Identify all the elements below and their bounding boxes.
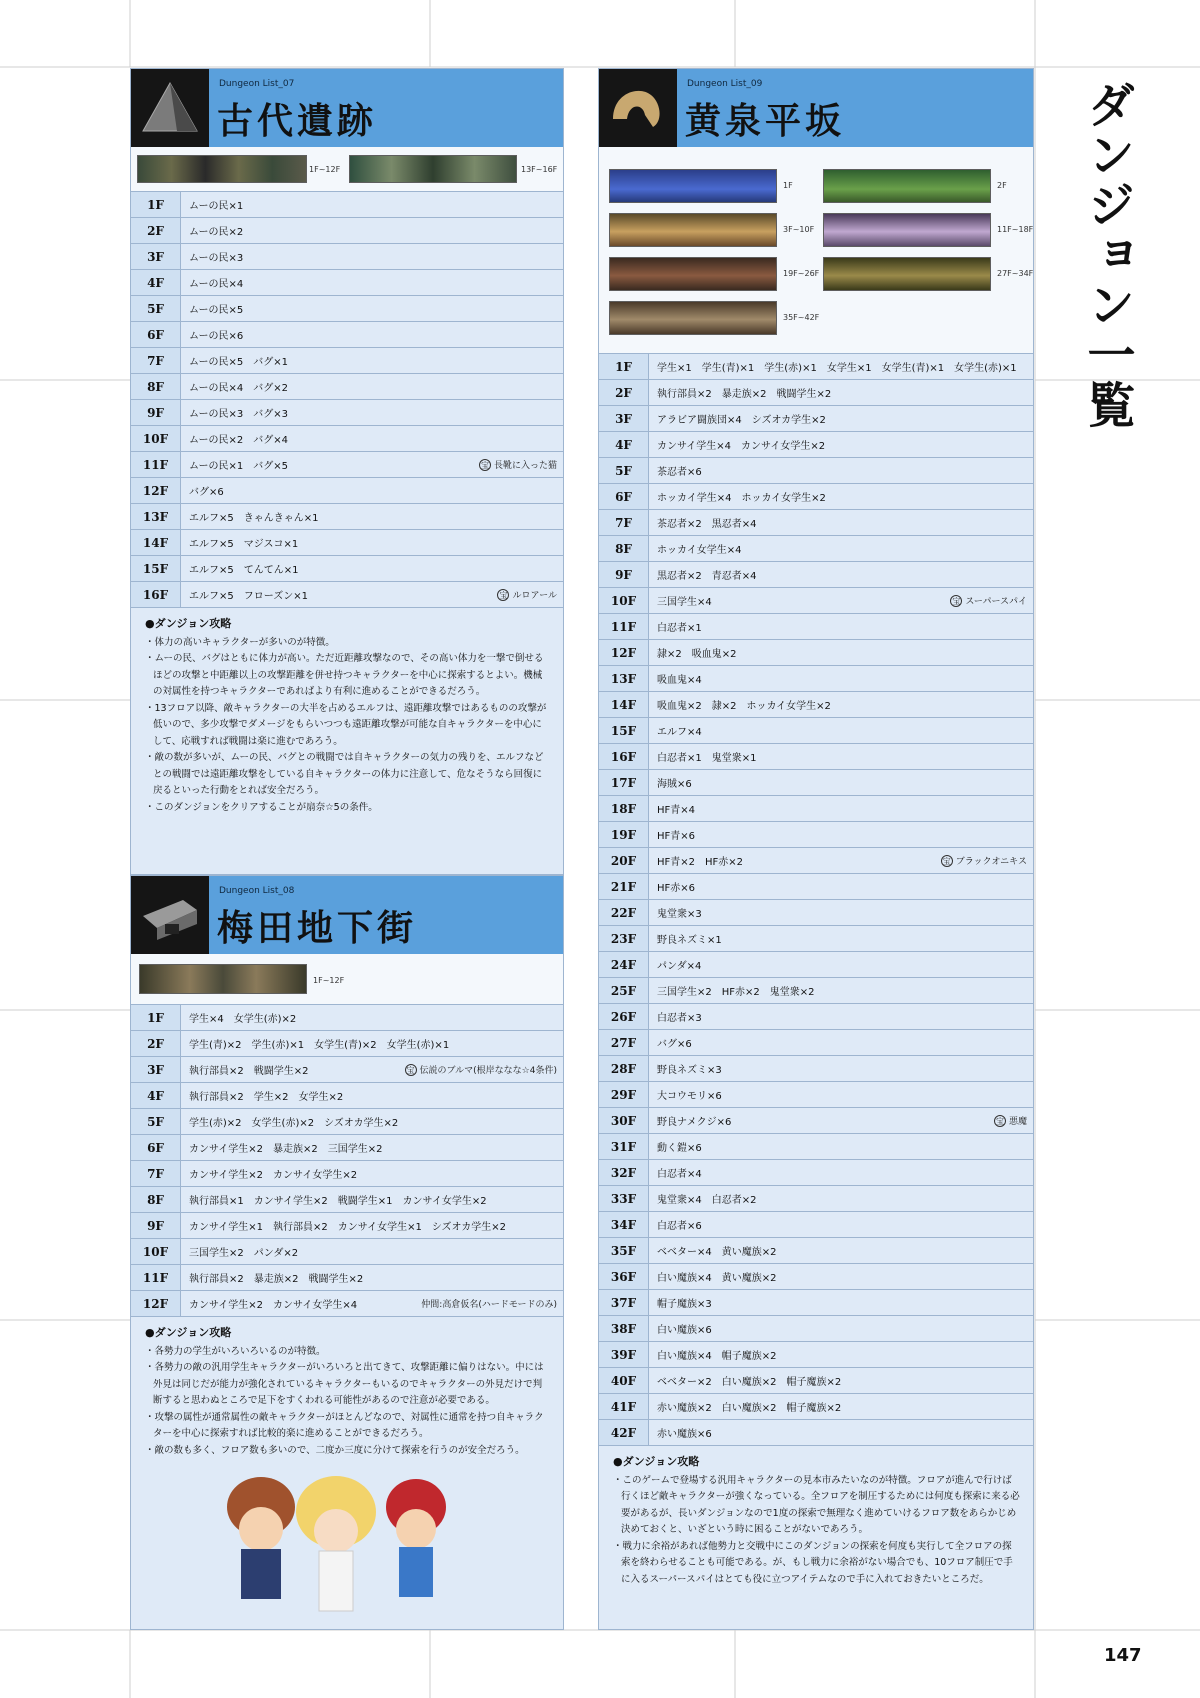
floor-label: 34F [599, 1212, 649, 1237]
floor-label: 6F [599, 484, 649, 509]
strategy-paragraph: ・敵の数も多く、フロア数も多いので、二度か三度に分けて探索を行うのが安全だろう。 [145, 1444, 525, 1456]
floor-label: 4F [131, 1083, 181, 1108]
enemy-list: 白忍者×6 [657, 1221, 702, 1232]
treasure-icon: 宝 [480, 460, 489, 470]
floor-label: 1F [131, 1005, 181, 1030]
enemy-list: ホッカイ女学生×4 [657, 545, 742, 556]
table-row [599, 1342, 1033, 1368]
floor-label: 28F [599, 1056, 649, 1081]
strategy-paragraph: ・このゲームで登場する汎用キャラクターの見本市みたいなのが特徴。フロアが進んで行けば行くほど敵キャラクターが強くなっている。全フロアを制圧するためには何度も探索に来る必要があるが、長いダンジョンなので1度の探索で無理なく進めていけるフロア数をあらかじめ決めておくと、いざという時に困ることがないであろう。 [613, 1474, 1020, 1535]
floor-label: 30F [599, 1108, 649, 1133]
enemy-list: 野良ナメクジ×6 [657, 1117, 732, 1128]
floor-label: 20F [599, 848, 649, 873]
table-row [131, 426, 563, 452]
floor-label: 42F [599, 1420, 649, 1445]
floor-label: 17F [599, 770, 649, 795]
table-row [599, 1134, 1033, 1160]
floor-label: 11F [131, 1265, 181, 1290]
enemy-list: 執行部員×2 暴走族×2 戦闘学生×2 [189, 1274, 364, 1285]
enemy-list: 学生×1 学生(青)×1 学生(赤)×1 女学生×1 女学生(青)×1 女学生(赤)×1 [657, 363, 1017, 374]
treasure-icon: 宝 [942, 856, 951, 866]
floor-label: 36F [599, 1264, 649, 1289]
dungeon-07-code: Dungeon List_07 [219, 79, 295, 89]
table-row [599, 640, 1033, 666]
table-row [131, 1031, 563, 1057]
enemy-list: カンサイ学生×2 カンサイ女学生×4 [189, 1300, 358, 1311]
floor-label: 9F [599, 562, 649, 587]
table-row [599, 1108, 1033, 1134]
floor-label: 14F [131, 530, 181, 555]
table-row [599, 1186, 1033, 1212]
enemy-list: ムーの民×1 [189, 201, 244, 212]
table-row [131, 348, 563, 374]
floor-screenshot-label: 13F~16F [521, 165, 558, 174]
row-note [421, 1297, 563, 1310]
enemy-list: エルフ×5 フローズン×1 [189, 591, 308, 602]
dungeon-08-gate-icon [131, 876, 209, 954]
floor-label: 12F [131, 1291, 181, 1316]
enemy-list: 三国学生×2 パンダ×2 [189, 1248, 299, 1259]
table-row [131, 1291, 563, 1317]
floor-label: 15F [131, 556, 181, 581]
strategy-paragraph: ・攻撃の属性が通常属性の敵キャラクターがほとんどなので、対属性に通常を持つ自キャラクターを中心に探索すれば比較的楽に進めることができるだろう。 [145, 1411, 544, 1439]
table-row [131, 244, 563, 270]
floor-screenshot-label: 2F [997, 181, 1007, 190]
table-row [131, 218, 563, 244]
table-row [131, 374, 563, 400]
floor-screenshot [609, 301, 777, 335]
table-row [131, 270, 563, 296]
floor-label: 21F [599, 874, 649, 899]
floor-screenshot [609, 169, 777, 203]
table-row [599, 1004, 1033, 1030]
enemy-list: カンサイ学生×4 カンサイ女学生×2 [657, 441, 826, 452]
enemy-list: 海賊×6 [657, 779, 692, 790]
dungeon-08-panel [130, 875, 564, 1630]
table-row [599, 1238, 1033, 1264]
row-note [405, 1063, 563, 1076]
side-title: ダンジョン一覧 [1079, 80, 1135, 430]
table-row [131, 1265, 563, 1291]
enemy-list: 白忍者×4 [657, 1169, 702, 1180]
enemy-list: バグ×6 [189, 487, 224, 498]
dungeon-08-title: 梅田地下街 [217, 907, 418, 949]
table-row [599, 484, 1033, 510]
table-row [599, 1420, 1033, 1446]
table-row [599, 562, 1033, 588]
floor-label: 41F [599, 1394, 649, 1419]
dungeon-09-title: 黄泉平坂 [685, 100, 846, 142]
floor-label: 7F [599, 510, 649, 535]
enemy-list: 執行部員×2 戦闘学生×2 [189, 1066, 309, 1077]
row-note [941, 854, 1033, 867]
table-row [599, 874, 1033, 900]
strategy-paragraph: ・各勢力の学生がいろいろいるのが特徴。 [145, 1345, 326, 1357]
table-row [131, 192, 563, 218]
floor-label: 4F [599, 432, 649, 457]
enemy-list: エルフ×5 きゃんきゃん×1 [189, 513, 319, 524]
strategy-paragraph: ・戦力に余裕があれば他勢力と交戦中にこのダンジョンの探索を何度も実行して全フロアの探索を終わらせることも可能である。が、もし戦力に余裕がない場合でも、10フロア制圧で手に入るスーパースパイはとても役に立つアイテムなので手に入れておきたいところだ。 [613, 1540, 1013, 1585]
enemy-list: ムーの民×6 [189, 331, 244, 342]
floor-label: 8F [599, 536, 649, 561]
row-note [497, 588, 563, 601]
floor-label: 1F [131, 192, 181, 217]
floor-label: 8F [131, 1187, 181, 1212]
enemy-list: 執行部員×2 暴走族×2 戦闘学生×2 [657, 389, 832, 400]
table-row [599, 692, 1033, 718]
floor-label: 5F [131, 1109, 181, 1134]
enemy-list: 赤い魔族×6 [657, 1429, 712, 1440]
treasure-icon: 宝 [995, 1116, 1004, 1126]
floor-label: 16F [599, 744, 649, 769]
table-row [599, 926, 1033, 952]
enemy-list: パンダ×4 [657, 961, 702, 972]
floor-label: 31F [599, 1134, 649, 1159]
table-row [599, 1212, 1033, 1238]
table-row [131, 1239, 563, 1265]
table-row [131, 1213, 563, 1239]
enemy-list: バグ×6 [657, 1039, 692, 1050]
treasure-icon: 宝 [952, 596, 961, 606]
table-row [599, 1316, 1033, 1342]
table-row [599, 1160, 1033, 1186]
enemy-list: 赤い魔族×2 白い魔族×2 帽子魔族×2 [657, 1403, 842, 1414]
floor-label: 2F [599, 380, 649, 405]
table-row [599, 952, 1033, 978]
enemy-list: エルフ×5 マジスコ×1 [189, 539, 299, 550]
floor-screenshot-label: 1F [783, 181, 793, 190]
enemy-list: HF青×2 HF赤×2 [657, 857, 744, 868]
enemy-list: 黒忍者×2 青忍者×4 [657, 571, 757, 582]
enemy-list: ムーの民×4 バグ×2 [189, 383, 288, 394]
floor-label: 25F [599, 978, 649, 1003]
floor-label: 3F [131, 244, 181, 269]
table-row [131, 1057, 563, 1083]
note-text: 長靴に入った猫 [493, 461, 557, 471]
dungeon-08-strategy [131, 1317, 563, 1467]
floor-label: 9F [131, 400, 181, 425]
table-row [131, 1135, 563, 1161]
floor-label: 39F [599, 1342, 649, 1367]
dungeon-08-header [131, 876, 563, 954]
floor-label: 33F [599, 1186, 649, 1211]
floor-label: 8F [131, 374, 181, 399]
table-row [131, 478, 563, 504]
floor-screenshot [349, 155, 517, 183]
floor-label: 12F [599, 640, 649, 665]
table-row [131, 1187, 563, 1213]
floor-label: 13F [599, 666, 649, 691]
floor-label: 12F [131, 478, 181, 503]
floor-label: 5F [131, 296, 181, 321]
floor-label: 11F [131, 452, 181, 477]
enemy-list: 執行部員×1 カンサイ学生×2 戦闘学生×1 カンサイ女学生×2 [189, 1196, 487, 1207]
strategy-paragraph: ・体力の高いキャラクターが多いのが特徴。 [145, 636, 335, 648]
enemy-list: 学生(青)×2 学生(赤)×1 女学生(青)×2 女学生(赤)×1 [189, 1040, 450, 1051]
table-row [131, 1005, 563, 1031]
enemy-list: ムーの民×5 バグ×1 [189, 357, 288, 368]
floor-label: 22F [599, 900, 649, 925]
table-row [131, 400, 563, 426]
table-row [599, 744, 1033, 770]
table-row [599, 380, 1033, 406]
dungeon-07-header [131, 69, 563, 147]
enemy-list: アラビア闘族団×4 シズオカ学生×2 [657, 415, 826, 426]
dungeon-09-strategy [599, 1446, 1033, 1596]
treasure-icon: 宝 [499, 590, 508, 600]
table-row [131, 530, 563, 556]
enemy-list: カンサイ学生×2 暴走族×2 三国学生×2 [189, 1144, 383, 1155]
note-text: スーパースパイ [965, 597, 1027, 607]
floor-label: 4F [131, 270, 181, 295]
floor-screenshot-label: 1F~12F [313, 976, 345, 985]
table-row [599, 848, 1033, 874]
floor-label: 26F [599, 1004, 649, 1029]
note-text: ブラックオニキス [955, 857, 1027, 867]
enemy-list: エルフ×5 てんてん×1 [189, 565, 299, 576]
enemy-list: 三国学生×2 HF赤×2 鬼堂衆×2 [657, 987, 815, 998]
enemy-list: ムーの民×2 バグ×4 [189, 435, 288, 446]
floor-screenshot-label: 1F~12F [309, 165, 341, 174]
table-row [599, 1264, 1033, 1290]
strategy-paragraph: ・敵の数が多いが、ムーの民、バグとの戦闘では自キャラクターの気力の残りを、エルフなどとの戦闘では遠距離攻撃をしている自キャラクターの体力に注意して、危なそうなら回復に戻るといった行動をとれば安全だろう。 [145, 752, 544, 796]
enemy-list: カンサイ学生×1 執行部員×2 カンサイ女学生×1 シズオカ学生×2 [189, 1222, 506, 1233]
table-row [599, 354, 1033, 380]
floor-label: 2F [131, 218, 181, 243]
floor-label: 11F [599, 614, 649, 639]
enemy-list: HF青×6 [657, 831, 696, 842]
strategy-heading: ●ダンジョン攻略 [613, 1455, 700, 1468]
dungeon-07-screens [131, 147, 563, 192]
enemy-list: ムーの民×1 バグ×5 [189, 461, 288, 472]
floor-label: 40F [599, 1368, 649, 1393]
table-row [599, 432, 1033, 458]
floor-label: 15F [599, 718, 649, 743]
enemy-list: 白い魔族×4 帽子魔族×2 [657, 1351, 777, 1362]
dungeon-07-panel [130, 68, 564, 875]
floor-label: 2F [131, 1031, 181, 1056]
table-row [131, 322, 563, 348]
table-row [599, 588, 1033, 614]
enemy-list: 大コウモリ×6 [657, 1091, 722, 1102]
table-row [599, 536, 1033, 562]
floor-label: 16F [131, 582, 181, 607]
table-row [131, 1109, 563, 1135]
floor-screenshot [609, 257, 777, 291]
strategy-paragraph: ・13フロア以降、敵キャラクターの大半を占めるエルフは、遠距離攻撃ではあるものの攻撃が低いので、多少攻撃でダメージをもらいつつも遠距離攻撃が可能な自キャラクターを中心にして、応戦すれば戦闘は楽に進むであろう。 [145, 702, 547, 747]
floor-screenshot [609, 213, 777, 247]
table-row [599, 614, 1033, 640]
dungeon-09-screens [599, 147, 1033, 354]
floor-screenshot [823, 213, 991, 247]
dungeon-09-rock-icon [599, 69, 677, 147]
floor-label: 6F [131, 1135, 181, 1160]
enemy-list: 白忍者×1 [657, 623, 702, 634]
table-row [599, 1030, 1033, 1056]
floor-label: 14F [599, 692, 649, 717]
dungeon-09-panel [598, 68, 1034, 1630]
enemy-list: 帽子魔族×3 [657, 1299, 712, 1310]
floor-label: 23F [599, 926, 649, 951]
enemy-list: ホッカイ学生×4 ホッカイ女学生×2 [657, 493, 826, 504]
floor-label: 24F [599, 952, 649, 977]
note-text: 悪魔 [1008, 1117, 1027, 1127]
row-note [950, 594, 1033, 607]
enemy-list: 野良ネズミ×1 [657, 935, 722, 946]
floor-label: 5F [599, 458, 649, 483]
enemy-list: 執行部員×2 学生×2 女学生×2 [189, 1092, 344, 1103]
table-row [599, 1056, 1033, 1082]
floor-label: 7F [131, 1161, 181, 1186]
dungeon-09-header [599, 69, 1033, 147]
enemy-list: 茶忍者×6 [657, 467, 702, 478]
page-number: 147 [1104, 1645, 1142, 1666]
enemy-list: 学生(赤)×2 女学生(赤)×2 シズオカ学生×2 [189, 1118, 399, 1129]
character-illustration [131, 1467, 563, 1627]
dungeon-09-floor-table [599, 354, 1033, 1446]
floor-label: 29F [599, 1082, 649, 1107]
floor-screenshot-label: 3F~10F [783, 225, 815, 234]
strategy-paragraph: ・ムーの民、バグはともに体力が高い。ただ近距離攻撃なので、その高い体力を一撃で倒せるほどの攻撃と中距離以上の攻撃距離を併せ持つキャラクターを中心に探索するとよい。機械の対属性を持つキャラクターであればより有利に進めることができるだろう。 [145, 653, 544, 697]
table-row [131, 556, 563, 582]
floor-screenshot [139, 964, 307, 994]
floor-label: 38F [599, 1316, 649, 1341]
floor-label: 7F [131, 348, 181, 373]
note-text: 伝説のブルマ(根岸ななな☆4条件) [419, 1066, 557, 1076]
floor-label: 35F [599, 1238, 649, 1263]
enemy-list: 白い魔族×6 [657, 1325, 712, 1336]
enemy-list: 白忍者×1 鬼堂衆×1 [657, 753, 757, 764]
dungeon-07-floor-table [131, 192, 563, 608]
floor-label: 3F [131, 1057, 181, 1082]
enemy-list: カンサイ学生×2 カンサイ女学生×2 [189, 1170, 358, 1181]
table-row [131, 1161, 563, 1187]
table-row [599, 822, 1033, 848]
table-row [131, 504, 563, 530]
dungeon-08-floor-table [131, 1005, 563, 1317]
floor-label: 10F [131, 1239, 181, 1264]
floor-label: 1F [599, 354, 649, 379]
table-row [599, 406, 1033, 432]
floor-label: 3F [599, 406, 649, 431]
floor-label: 19F [599, 822, 649, 847]
floor-label: 18F [599, 796, 649, 821]
floor-label: 6F [131, 322, 181, 347]
row-note [479, 458, 563, 471]
enemy-list: HF青×4 [657, 805, 696, 816]
table-row [131, 1083, 563, 1109]
floor-screenshot [823, 257, 991, 291]
note-text: ルロアール [512, 591, 557, 601]
floor-label: 10F [131, 426, 181, 451]
floor-label: 13F [131, 504, 181, 529]
floor-label: 37F [599, 1290, 649, 1315]
enemy-list: ムーの民×2 [189, 227, 244, 238]
row-note [994, 1114, 1033, 1127]
enemy-list: ムーの民×5 [189, 305, 244, 316]
dungeon-08-code: Dungeon List_08 [219, 886, 295, 896]
enemy-list: 鬼堂衆×4 白忍者×2 [657, 1195, 757, 1206]
dungeon-07-strategy [131, 608, 563, 824]
enemy-list: 動く鎧×6 [657, 1143, 702, 1154]
table-row [131, 582, 563, 608]
table-row [599, 458, 1033, 484]
enemy-list: ムーの民×3 [189, 253, 244, 264]
enemy-list: 吸血鬼×2 隷×2 ホッカイ女学生×2 [657, 701, 831, 712]
note-text: 仲間:高倉仮名(ハードモードのみ) [421, 1300, 557, 1310]
table-row [599, 1082, 1033, 1108]
enemy-list: 茶忍者×2 黒忍者×4 [657, 519, 757, 530]
enemy-list: 三国学生×4 [657, 597, 712, 608]
table-row [599, 1368, 1033, 1394]
enemy-list: ムーの民×3 バグ×3 [189, 409, 288, 420]
table-row [599, 796, 1033, 822]
floor-label: 9F [131, 1213, 181, 1238]
dungeon-08-screens [131, 954, 563, 1005]
enemy-list: HF赤×6 [657, 883, 696, 894]
table-row [131, 296, 563, 322]
enemy-list: 鬼堂衆×3 [657, 909, 702, 920]
floor-screenshot-label: 35F~42F [783, 313, 820, 322]
floor-label: 27F [599, 1030, 649, 1055]
treasure-icon: 宝 [406, 1065, 415, 1075]
enemy-list: 白い魔族×4 黄い魔族×2 [657, 1273, 777, 1284]
table-row [599, 1394, 1033, 1420]
enemy-list: エルフ×4 [657, 727, 702, 738]
table-row [599, 510, 1033, 536]
floor-screenshot [137, 155, 307, 183]
enemy-list: 隷×2 吸血鬼×2 [657, 649, 737, 660]
table-row [599, 770, 1033, 796]
enemy-list: 野良ネズミ×3 [657, 1065, 722, 1076]
table-row [599, 718, 1033, 744]
enemy-list: 吸血鬼×4 [657, 675, 702, 686]
strategy-heading: ●ダンジョン攻略 [145, 617, 232, 630]
floor-label: 32F [599, 1160, 649, 1185]
enemy-list: 白忍者×3 [657, 1013, 702, 1024]
strategy-paragraph: ・各勢力の敵の汎用学生キャラクターがいろいろと出てきて、攻撃距離に偏りはない。中には外見は同じだが能力が強化されているキャラクターもいるのでキャラクターの外見だけで判断すると思わぬところで足下をすくわれる可能性があるので注意が必要である。 [145, 1362, 544, 1406]
table-row [599, 900, 1033, 926]
table-row [599, 666, 1033, 692]
table-row [599, 1290, 1033, 1316]
dungeon-09-code: Dungeon List_09 [687, 79, 763, 89]
strategy-heading: ●ダンジョン攻略 [145, 1326, 232, 1339]
enemy-list: ムーの民×4 [189, 279, 244, 290]
dungeon-07-title: 古代遺跡 [217, 100, 378, 142]
table-row [599, 978, 1033, 1004]
floor-label: 10F [599, 588, 649, 613]
table-row [131, 452, 563, 478]
enemy-list: ベベター×2 白い魔族×2 帽子魔族×2 [657, 1377, 842, 1388]
strategy-paragraph: ・このダンジョンをクリアすることが扇奈☆5の条件。 [145, 801, 378, 813]
floor-screenshot-label: 11F~18F [997, 225, 1034, 234]
floor-screenshot-label: 19F~26F [783, 269, 820, 278]
enemy-list: 学生×4 女学生(赤)×2 [189, 1014, 297, 1025]
enemy-list: ベベター×4 黄い魔族×2 [657, 1247, 777, 1258]
floor-screenshot [823, 169, 991, 203]
floor-screenshot-label: 27F~34F [997, 269, 1034, 278]
dungeon-07-pyramid-icon [131, 69, 209, 147]
